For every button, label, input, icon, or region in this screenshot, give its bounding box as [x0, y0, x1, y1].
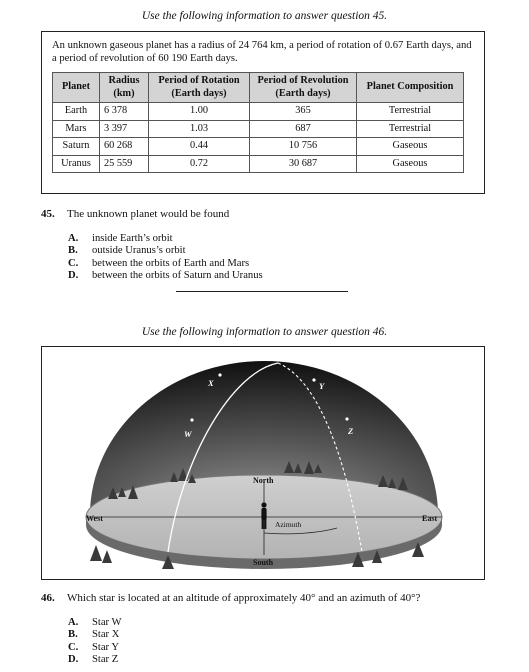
- option-text: Star W: [92, 617, 122, 628]
- col-rotation: [149, 73, 250, 103]
- option-a[interactable]: [68, 233, 263, 245]
- option-text: between the orbits of Saturn and Uranus: [92, 269, 263, 281]
- option-d[interactable]: [68, 270, 263, 282]
- intro-q46: Use the following information to answer question 46.: [141, 326, 388, 338]
- option-letter: D.: [68, 269, 79, 281]
- question-number: 46.: [41, 592, 55, 604]
- option-b[interactable]: [68, 245, 263, 257]
- cell-revolution: 365: [250, 103, 357, 121]
- cell-composition: Terrestrial: [357, 103, 464, 121]
- cell-revolution: 687: [250, 120, 357, 138]
- question-45: [41, 208, 229, 220]
- table-row: [53, 120, 464, 138]
- option-text: inside Earth’s orbit: [92, 233, 173, 244]
- table-header-row: [53, 73, 464, 103]
- azimuth-label: Azimuth: [275, 520, 302, 529]
- planet-table: [52, 72, 464, 173]
- col-radius: [100, 73, 149, 103]
- col-revolution: [250, 73, 357, 103]
- star-y-point: [312, 378, 315, 381]
- cell-rotation: 1.00: [149, 103, 250, 121]
- info-text: An unknown gaseous planet has a radius of 24 764 km, a period of rotation of 0.67 Earth days, and a period of revolution of 60 190 Earth days.: [52, 40, 472, 64]
- option-a[interactable]: [68, 617, 122, 629]
- south-label: South: [253, 558, 274, 567]
- options-q45: [68, 233, 263, 282]
- cell-planet: Earth: [53, 103, 100, 121]
- star-w-point: [190, 418, 193, 421]
- col-radius-label: Radius (km): [108, 75, 140, 99]
- celestial-dome-diagram: [41, 346, 485, 580]
- info-box-q45: [41, 31, 485, 194]
- option-letter: B.: [68, 629, 78, 641]
- cell-revolution: 10 756: [250, 138, 357, 156]
- question-stem: The unknown planet would be found: [67, 208, 230, 220]
- table-row: [53, 155, 464, 173]
- star-x-point: [218, 373, 221, 376]
- cell-rotation: 0.72: [149, 155, 250, 173]
- table-row: [53, 138, 464, 156]
- option-text: Star Z: [92, 653, 119, 665]
- option-text: between the orbits of Earth and Mars: [92, 257, 250, 269]
- west-label: West: [86, 514, 103, 523]
- col-composition: Planet Composition: [357, 73, 464, 103]
- cell-composition: Gaseous: [357, 138, 464, 156]
- option-letter: A.: [68, 233, 79, 244]
- question-46: [41, 592, 420, 604]
- cell-composition: Terrestrial: [357, 120, 464, 138]
- star-w-label: W: [184, 429, 192, 439]
- cell-composition: Gaseous: [357, 155, 464, 173]
- table-row: [53, 103, 464, 121]
- option-d[interactable]: [68, 654, 122, 666]
- dome-svg: [42, 347, 485, 580]
- option-text: outside Uranus’s orbit: [92, 245, 186, 257]
- option-letter: B.: [68, 245, 78, 257]
- option-text: Star X: [92, 629, 120, 641]
- option-b[interactable]: [68, 629, 122, 641]
- cell-planet: Saturn: [53, 138, 100, 156]
- question-number: 45.: [41, 208, 55, 220]
- col-revolution-label: Period of Revolution (Earth days): [257, 75, 349, 99]
- option-text: Star Y: [92, 641, 119, 653]
- intro-q45: Use the following information to answer question 45.: [141, 10, 388, 22]
- options-q46: [68, 617, 122, 666]
- option-letter: C.: [68, 257, 79, 269]
- east-label: East: [422, 514, 438, 523]
- cell-rotation: 1.03: [149, 120, 250, 138]
- star-z-point: [345, 417, 348, 420]
- cell-radius: 3 397: [100, 120, 149, 138]
- star-y-label: Y: [319, 381, 325, 391]
- cell-rotation: 0.44: [149, 138, 250, 156]
- star-x-label: X: [208, 378, 214, 388]
- cell-radius: 6 378: [100, 103, 149, 121]
- cell-radius: 25 559: [100, 155, 149, 173]
- question-stem: Which star is located at an altitude of approximately 40° and an azimuth of 40°?: [67, 592, 421, 604]
- cell-planet: Uranus: [53, 155, 100, 173]
- option-letter: D.: [68, 653, 79, 665]
- star-z-label: Z: [348, 426, 354, 436]
- option-c[interactable]: [68, 642, 122, 654]
- option-c[interactable]: [68, 258, 263, 270]
- cell-revolution: 30 687: [250, 155, 357, 173]
- col-rotation-label: Period of Rotation (Earth days): [158, 75, 240, 99]
- divider-line: [176, 291, 348, 292]
- option-letter: C.: [68, 641, 79, 653]
- cell-planet: Mars: [53, 120, 100, 138]
- col-planet: Planet: [53, 73, 100, 103]
- option-letter: A.: [68, 617, 79, 628]
- north-label: North: [253, 476, 274, 485]
- cell-radius: 60 268: [100, 138, 149, 156]
